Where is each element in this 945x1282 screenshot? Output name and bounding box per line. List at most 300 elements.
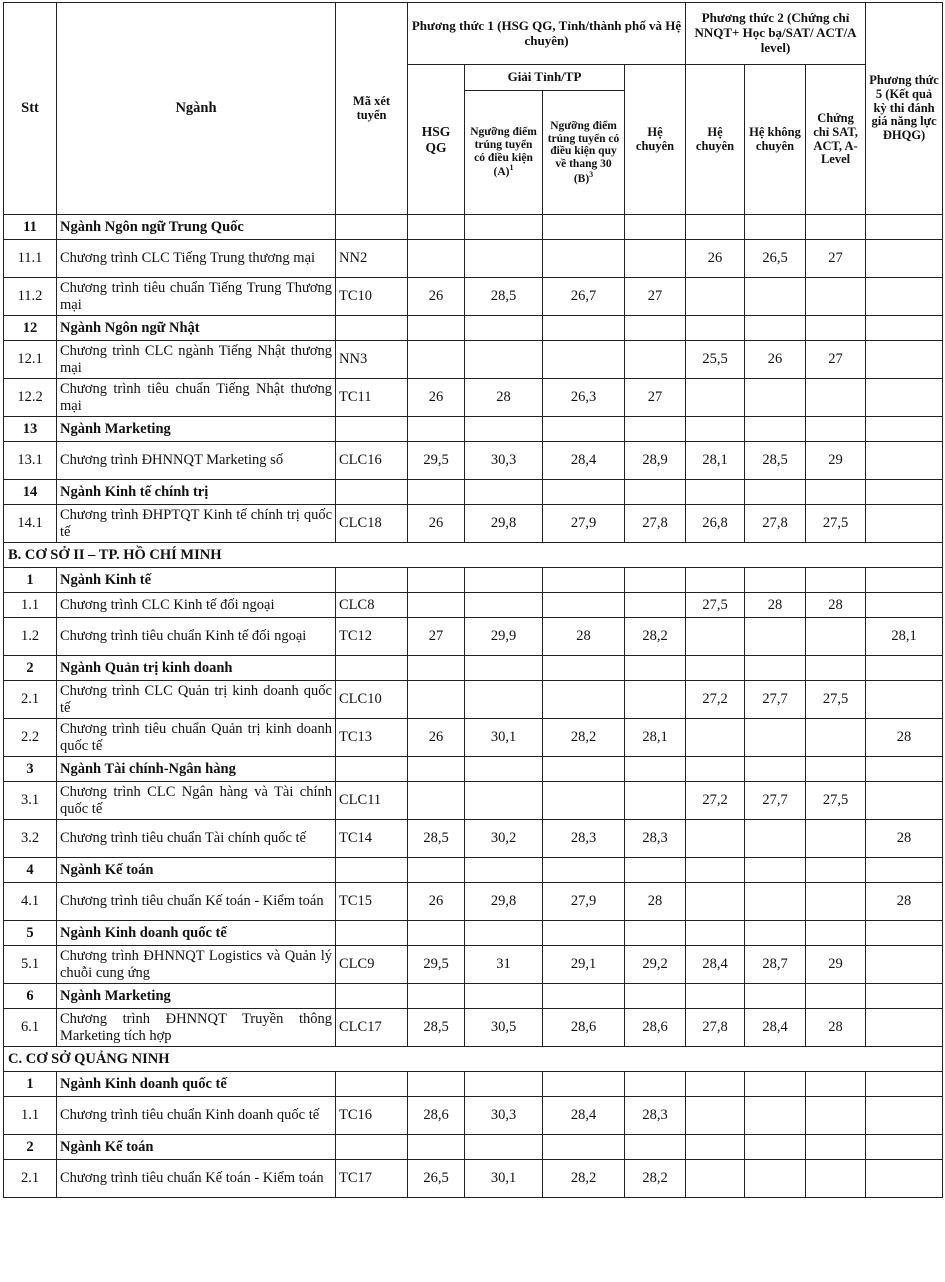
score-cell (625, 341, 686, 379)
major-name: Ngành Tài chính-Ngân hàng (57, 757, 336, 782)
code-cell (336, 984, 408, 1009)
header-phuong-thuc-5: Phương thức 5 (Kết quả kỳ thi đánh giá năng lực ĐHQG) (866, 3, 943, 215)
code-cell: TC17 (336, 1160, 408, 1198)
code-cell: TC13 (336, 719, 408, 757)
score-cell (866, 593, 943, 618)
score-cell: 26 (408, 379, 465, 417)
score-cell (806, 480, 866, 505)
program-row (4, 278, 943, 316)
program-name: Chương trình tiêu chuẩn Tiếng Nhật thương mại (57, 379, 336, 417)
stt-cell: 3.2 (4, 820, 57, 858)
score-cell (686, 278, 745, 316)
score-cell (465, 782, 543, 820)
score-cell (806, 568, 866, 593)
score-cell (745, 984, 806, 1009)
section-row (4, 543, 943, 568)
score-cell (408, 921, 465, 946)
score-cell (806, 1135, 866, 1160)
program-row (4, 820, 943, 858)
stt-cell: 6 (4, 984, 57, 1009)
score-cell (543, 417, 625, 442)
score-cell (806, 1097, 866, 1135)
score-cell (543, 1135, 625, 1160)
score-cell: 26 (686, 240, 745, 278)
code-cell (336, 858, 408, 883)
score-cell: 28,4 (686, 946, 745, 984)
score-cell (866, 568, 943, 593)
major-row (4, 656, 943, 681)
program-name: Chương trình ĐHNNQT Marketing số (57, 442, 336, 480)
score-cell: 28,5 (408, 820, 465, 858)
score-cell (465, 858, 543, 883)
code-cell: CLC17 (336, 1009, 408, 1047)
score-cell (745, 1135, 806, 1160)
stt-cell: 1 (4, 568, 57, 593)
score-cell: 29 (806, 442, 866, 480)
score-cell: 26 (408, 278, 465, 316)
score-cell (866, 1097, 943, 1135)
program-name: Chương trình tiêu chuẩn Tiếng Trung Thương mại (57, 278, 336, 316)
program-name: Chương trình CLC Quản trị kinh doanh quốc tế (57, 681, 336, 719)
score-cell (866, 1135, 943, 1160)
header-ma-xet-tuyen: Mã xét tuyển (336, 3, 408, 215)
score-cell (806, 379, 866, 417)
score-cell (408, 757, 465, 782)
stt-cell: 13 (4, 417, 57, 442)
score-cell (866, 278, 943, 316)
score-cell: 27,5 (686, 593, 745, 618)
header-nguong-a: Ngưỡng điểm trúng tuyển có điều kiện $(A)^1$ (465, 91, 543, 215)
score-cell (686, 656, 745, 681)
major-name: Ngành Quản trị kinh doanh (57, 656, 336, 681)
score-cell (625, 681, 686, 719)
score-cell (408, 656, 465, 681)
score-cell: 29,5 (408, 442, 465, 480)
score-cell (625, 1072, 686, 1097)
score-cell: 27,2 (686, 782, 745, 820)
score-cell (866, 341, 943, 379)
score-cell (686, 417, 745, 442)
code-cell: NN3 (336, 341, 408, 379)
score-cell (543, 656, 625, 681)
major-name: Ngành Kinh doanh quốc tế (57, 921, 336, 946)
score-cell (625, 480, 686, 505)
header-he-khong-chuyen: Hệ không chuyên (745, 65, 806, 215)
score-cell: 27,5 (806, 505, 866, 543)
major-row (4, 316, 943, 341)
score-cell (866, 757, 943, 782)
score-cell (543, 215, 625, 240)
stt-cell: 11 (4, 215, 57, 240)
program-row (4, 593, 943, 618)
score-cell: 29,8 (465, 505, 543, 543)
code-cell: CLC8 (336, 593, 408, 618)
code-cell (336, 1135, 408, 1160)
stt-cell: 2 (4, 1135, 57, 1160)
stt-cell: 1.1 (4, 593, 57, 618)
program-name: Chương trình ĐHPTQT Kinh tế chính trị quốc tế (57, 505, 336, 543)
score-cell: 25,5 (686, 341, 745, 379)
score-cell (625, 240, 686, 278)
major-name: Ngành Kinh doanh quốc tế (57, 1072, 336, 1097)
stt-cell: 1 (4, 1072, 57, 1097)
score-cell: 28,6 (408, 1097, 465, 1135)
score-cell (686, 921, 745, 946)
header-he-chuyen-pt1: Hệ chuyên (625, 65, 686, 215)
score-cell (465, 921, 543, 946)
code-cell (336, 417, 408, 442)
score-cell: 28,1 (625, 719, 686, 757)
score-cell (806, 858, 866, 883)
stt-cell: 1.1 (4, 1097, 57, 1135)
score-cell (806, 215, 866, 240)
score-cell: 28,4 (745, 1009, 806, 1047)
score-cell: 28 (806, 593, 866, 618)
score-cell: 26,7 (543, 278, 625, 316)
score-cell: 29,1 (543, 946, 625, 984)
score-cell (686, 1160, 745, 1198)
program-row (4, 505, 943, 543)
score-cell (686, 984, 745, 1009)
score-cell (806, 278, 866, 316)
score-cell: 28,3 (543, 820, 625, 858)
score-cell (866, 946, 943, 984)
code-cell (336, 656, 408, 681)
score-cell (465, 417, 543, 442)
score-cell (745, 1097, 806, 1135)
score-cell (686, 1097, 745, 1135)
code-cell: TC14 (336, 820, 408, 858)
score-cell (543, 316, 625, 341)
score-cell (408, 782, 465, 820)
program-row (4, 341, 943, 379)
score-cell: 28,2 (543, 719, 625, 757)
score-cell (686, 379, 745, 417)
stt-cell: 12.2 (4, 379, 57, 417)
score-cell: 30,3 (465, 442, 543, 480)
score-cell: 28 (806, 1009, 866, 1047)
score-cell (686, 1072, 745, 1097)
stt-cell: 11.2 (4, 278, 57, 316)
score-cell: 28,2 (543, 1160, 625, 1198)
score-cell (408, 858, 465, 883)
program-row (4, 1160, 943, 1198)
score-cell (543, 757, 625, 782)
score-cell: 30,1 (465, 1160, 543, 1198)
program-row (4, 618, 943, 656)
score-cell (866, 215, 943, 240)
code-cell: CLC16 (336, 442, 408, 480)
score-cell (465, 593, 543, 618)
score-cell (745, 480, 806, 505)
score-cell: 30,3 (465, 1097, 543, 1135)
score-cell: 27,8 (745, 505, 806, 543)
stt-cell: 12.1 (4, 341, 57, 379)
program-row (4, 946, 943, 984)
score-cell (866, 782, 943, 820)
code-cell: TC10 (336, 278, 408, 316)
score-cell (465, 1072, 543, 1097)
header-hsg-qg: HSG QG (408, 65, 465, 215)
score-cell (745, 379, 806, 417)
score-cell: 26 (408, 505, 465, 543)
section-title: C. CƠ SỞ QUẢNG NINH (4, 1047, 943, 1072)
score-cell (686, 618, 745, 656)
score-cell: 28,4 (543, 442, 625, 480)
major-row (4, 215, 943, 240)
code-cell (336, 757, 408, 782)
score-cell (408, 681, 465, 719)
score-cell (866, 984, 943, 1009)
score-cell (745, 417, 806, 442)
score-cell (625, 417, 686, 442)
code-cell: CLC18 (336, 505, 408, 543)
score-cell (408, 240, 465, 278)
score-cell (465, 316, 543, 341)
header-chung-chi: Chứng chỉ SAT, ACT, A-Level (806, 65, 866, 215)
score-cell (806, 1160, 866, 1198)
score-cell (745, 1072, 806, 1097)
score-cell: 28,2 (625, 1160, 686, 1198)
score-cell (686, 858, 745, 883)
stt-cell: 3 (4, 757, 57, 782)
score-cell (543, 240, 625, 278)
program-name: Chương trình tiêu chuẩn Tài chính quốc tế (57, 820, 336, 858)
program-row (4, 442, 943, 480)
score-cell (745, 568, 806, 593)
score-cell (408, 1072, 465, 1097)
program-name: Chương trình CLC Ngân hàng và Tài chính quốc tế (57, 782, 336, 820)
score-cell (465, 341, 543, 379)
score-cell (408, 480, 465, 505)
stt-cell: 2 (4, 656, 57, 681)
score-cell (745, 1160, 806, 1198)
score-cell (866, 480, 943, 505)
code-cell: CLC10 (336, 681, 408, 719)
score-cell (866, 681, 943, 719)
program-row (4, 883, 943, 921)
score-cell: 26,5 (745, 240, 806, 278)
table-header (4, 3, 943, 215)
score-cell: 27,9 (543, 505, 625, 543)
score-cell: 27 (625, 379, 686, 417)
major-row (4, 417, 943, 442)
score-cell: 28,3 (625, 1097, 686, 1135)
stt-cell: 4 (4, 858, 57, 883)
score-cell (465, 681, 543, 719)
score-cell: 28,6 (543, 1009, 625, 1047)
score-cell (408, 341, 465, 379)
code-cell (336, 480, 408, 505)
score-cell (866, 505, 943, 543)
score-cell: 28 (543, 618, 625, 656)
program-name: Chương trình CLC ngành Tiếng Nhật thương mại (57, 341, 336, 379)
score-cell: 29 (806, 946, 866, 984)
code-cell: TC12 (336, 618, 408, 656)
score-cell (866, 316, 943, 341)
score-cell (625, 782, 686, 820)
score-cell: 27 (806, 341, 866, 379)
score-cell: 28,2 (625, 618, 686, 656)
score-cell (686, 1135, 745, 1160)
score-cell (866, 921, 943, 946)
header-phuong-thuc-2: Phương thức 2 (Chứng chỉ NNQT+ Học bạ/SAT/ ACT/A level) (686, 3, 866, 65)
score-cell (745, 719, 806, 757)
program-row (4, 379, 943, 417)
score-cell (806, 820, 866, 858)
score-cell: 27,8 (625, 505, 686, 543)
score-cell (408, 593, 465, 618)
score-cell (745, 883, 806, 921)
major-row (4, 480, 943, 505)
major-row (4, 858, 943, 883)
stt-cell: 3.1 (4, 782, 57, 820)
score-cell (806, 921, 866, 946)
stt-cell: 2.1 (4, 1160, 57, 1198)
stt-cell: 14 (4, 480, 57, 505)
score-cell: 28 (465, 379, 543, 417)
score-cell (408, 984, 465, 1009)
score-cell: 28,5 (465, 278, 543, 316)
score-cell (806, 757, 866, 782)
score-cell: 26 (745, 341, 806, 379)
score-cell (866, 1160, 943, 1198)
code-cell (336, 1072, 408, 1097)
stt-cell: 12 (4, 316, 57, 341)
score-cell: 30,2 (465, 820, 543, 858)
stt-cell: 1.2 (4, 618, 57, 656)
score-cell (806, 417, 866, 442)
header-phuong-thuc-1: Phương thức 1 (HSG QG, Tỉnh/thành phố và Hệ chuyên) (408, 3, 686, 65)
stt-cell: 2.2 (4, 719, 57, 757)
stt-cell: 6.1 (4, 1009, 57, 1047)
score-cell (465, 757, 543, 782)
score-cell (686, 568, 745, 593)
score-cell: 27 (408, 618, 465, 656)
score-cell: 27,9 (543, 883, 625, 921)
header-he-chuyen-pt2: Hệ chuyên (686, 65, 745, 215)
header-stt: Stt (4, 3, 57, 215)
program-name: Chương trình CLC Tiếng Trung thương mại (57, 240, 336, 278)
score-cell: 28,9 (625, 442, 686, 480)
score-cell (465, 984, 543, 1009)
score-cell (543, 984, 625, 1009)
major-row (4, 568, 943, 593)
code-cell: CLC9 (336, 946, 408, 984)
program-row (4, 1009, 943, 1047)
score-cell (408, 215, 465, 240)
score-cell (866, 1009, 943, 1047)
score-cell (745, 618, 806, 656)
code-cell: TC11 (336, 379, 408, 417)
score-cell (465, 215, 543, 240)
score-cell: 28,5 (745, 442, 806, 480)
score-cell: 28,1 (686, 442, 745, 480)
major-name: Ngành Ngôn ngữ Nhật (57, 316, 336, 341)
section-row (4, 1047, 943, 1072)
major-name: Ngành Kế toán (57, 1135, 336, 1160)
major-name: Ngành Kinh tế chính trị (57, 480, 336, 505)
code-cell (336, 316, 408, 341)
score-cell: 28 (745, 593, 806, 618)
score-cell (465, 1135, 543, 1160)
score-cell (625, 984, 686, 1009)
score-cell: 26,5 (408, 1160, 465, 1198)
score-cell: 28,7 (745, 946, 806, 984)
score-cell: 28,6 (625, 1009, 686, 1047)
score-cell (806, 719, 866, 757)
score-cell (806, 618, 866, 656)
score-cell: 29,5 (408, 946, 465, 984)
score-cell: 27 (625, 278, 686, 316)
table-body (4, 215, 943, 1198)
score-cell (625, 568, 686, 593)
score-cell: 27,8 (686, 1009, 745, 1047)
major-row (4, 921, 943, 946)
score-cell (806, 1072, 866, 1097)
program-name: Chương trình ĐHNNQT Truyền thông Marketing tích hợp (57, 1009, 336, 1047)
code-cell: NN2 (336, 240, 408, 278)
score-cell: 31 (465, 946, 543, 984)
score-cell (745, 215, 806, 240)
score-cell (465, 480, 543, 505)
major-name: Ngành Kế toán (57, 858, 336, 883)
score-cell (866, 417, 943, 442)
major-row (4, 984, 943, 1009)
score-cell (543, 858, 625, 883)
major-name: Ngành Ngôn ngữ Trung Quốc (57, 215, 336, 240)
score-cell (543, 681, 625, 719)
score-cell (543, 593, 625, 618)
code-cell (336, 568, 408, 593)
score-cell (625, 1135, 686, 1160)
score-cell (408, 1135, 465, 1160)
program-name: Chương trình tiêu chuẩn Kế toán - Kiểm toán (57, 883, 336, 921)
score-cell (465, 568, 543, 593)
score-cell (745, 656, 806, 681)
score-cell (686, 719, 745, 757)
score-cell (465, 656, 543, 681)
stt-cell: 14.1 (4, 505, 57, 543)
score-cell: 26,8 (686, 505, 745, 543)
score-cell (866, 240, 943, 278)
score-cell (543, 568, 625, 593)
score-cell (625, 858, 686, 883)
score-cell (686, 316, 745, 341)
program-row (4, 719, 943, 757)
admission-score-table (3, 2, 943, 1198)
score-cell (745, 278, 806, 316)
score-cell (625, 757, 686, 782)
stt-cell: 13.1 (4, 442, 57, 480)
score-cell (745, 820, 806, 858)
score-cell (806, 883, 866, 921)
stt-cell: 5.1 (4, 946, 57, 984)
major-name: Ngành Marketing (57, 417, 336, 442)
score-cell: 28,3 (625, 820, 686, 858)
score-cell: 28,1 (866, 618, 943, 656)
stt-cell: 5 (4, 921, 57, 946)
score-cell (866, 858, 943, 883)
score-cell (806, 656, 866, 681)
program-name: Chương trình tiêu chuẩn Quản trị kinh doanh quốc tế (57, 719, 336, 757)
major-row (4, 1072, 943, 1097)
score-cell: 29,2 (625, 946, 686, 984)
score-cell (745, 921, 806, 946)
major-name: Ngành Marketing (57, 984, 336, 1009)
score-cell: 27,7 (745, 681, 806, 719)
score-cell (543, 480, 625, 505)
